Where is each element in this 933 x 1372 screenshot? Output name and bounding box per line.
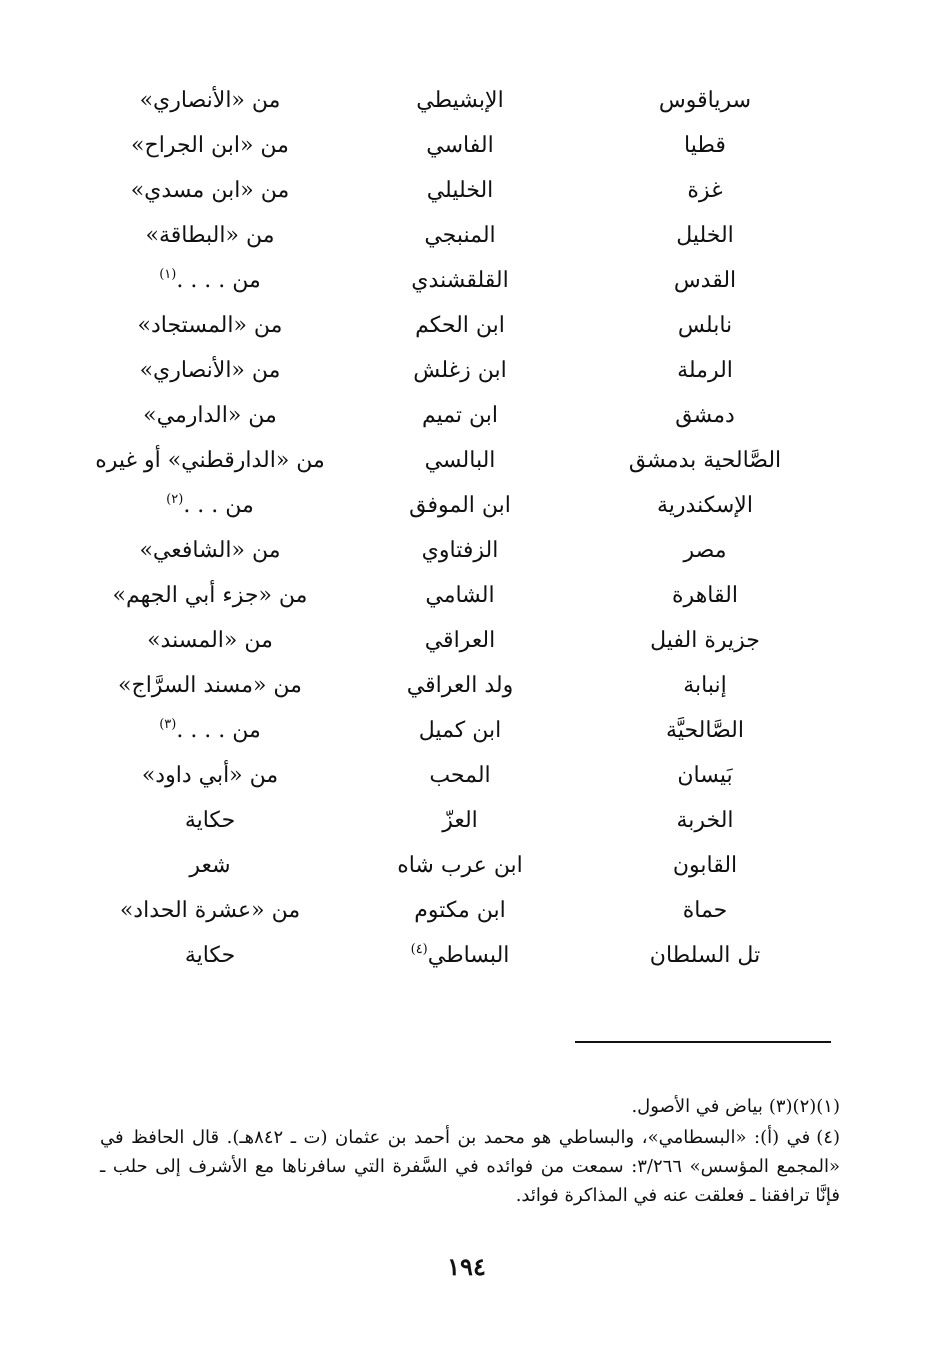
place-name: الإسكندرية bbox=[657, 493, 753, 518]
table-row bbox=[0, 753, 933, 798]
table-row bbox=[0, 618, 933, 663]
source-text: من «الأنصاري» bbox=[139, 358, 281, 383]
person-name: ابن كميل bbox=[418, 718, 502, 743]
person-name: العزّ bbox=[442, 808, 478, 833]
source-text: من . . . .$^{(٣)}$ bbox=[159, 717, 261, 743]
source-text: من «ابن الجراح» bbox=[131, 133, 289, 158]
itinerary-table bbox=[0, 78, 933, 978]
source-text: شعر bbox=[189, 853, 231, 878]
table-row bbox=[0, 933, 933, 978]
place-name: نابلس bbox=[677, 313, 733, 338]
source-text: من «مسند السرَّاج» bbox=[118, 673, 302, 698]
person-name: ابن عرب شاه bbox=[397, 853, 523, 878]
footnote-marker: (٤) bbox=[410, 942, 428, 957]
table-row bbox=[0, 123, 933, 168]
source-text: من «المستجاد» bbox=[137, 313, 283, 338]
place-name: الرملة bbox=[677, 358, 733, 383]
source-text: من «ابن مسدي» bbox=[130, 178, 290, 203]
table-row bbox=[0, 528, 933, 573]
footnote bbox=[100, 1123, 840, 1210]
place-name: الصَّالحية بدمشق bbox=[628, 448, 782, 473]
footnote-text: في (أ): «البسطامي»، والبساطي هو محمد بن أحمد بن عثمان (ت ـ ٨٤٢هـ). قال الحافظ في «المجمع المؤسس» ٣/٢٦٦: سمعت من فوائده في السَّفرة التي سافرناها مع الأشرف إلى حلب ـ فإنَّا ترافقنا ـ فعلقت عنه في المذاكرة فوائد. bbox=[100, 1127, 840, 1206]
person-name: البساطي$^{(٤)}$ bbox=[410, 942, 510, 968]
source-text: من «الأنصاري» bbox=[139, 88, 281, 113]
footnote-number: (٤) bbox=[816, 1127, 840, 1148]
person-name: الفاسي bbox=[426, 133, 494, 158]
source-text: من «البطاقة» bbox=[145, 223, 275, 248]
table-row bbox=[0, 843, 933, 888]
table-row bbox=[0, 213, 933, 258]
table-row bbox=[0, 303, 933, 348]
person-name: القلقشندي bbox=[411, 268, 509, 293]
place-name: الخليل bbox=[676, 223, 734, 248]
place-name: جزيرة الفيل bbox=[650, 628, 760, 653]
place-name: الخربة bbox=[676, 808, 734, 833]
table-row bbox=[0, 438, 933, 483]
person-name: ابن مكتوم bbox=[414, 898, 506, 923]
place-name: قطيا bbox=[684, 133, 726, 158]
table-row bbox=[0, 573, 933, 618]
table-row bbox=[0, 168, 933, 213]
footnote-number: (١)(٢)(٣) bbox=[768, 1096, 840, 1117]
source-text: من «أبي داود» bbox=[141, 763, 279, 788]
place-name: غزة bbox=[687, 178, 723, 203]
footnote-marker: (٣) bbox=[159, 717, 177, 732]
place-name: تل السلطان bbox=[649, 943, 761, 968]
source-text: من «المسند» bbox=[147, 628, 273, 653]
person-name: ابن الحكم bbox=[415, 313, 505, 338]
table-row bbox=[0, 78, 933, 123]
table-row bbox=[0, 258, 933, 303]
person-name: العراقي bbox=[424, 628, 496, 653]
source-text: من «الدارمي» bbox=[143, 403, 277, 428]
person-name: ولد العراقي bbox=[406, 673, 514, 698]
footnote-separator bbox=[575, 1041, 831, 1043]
source-text: من «الشافعي» bbox=[139, 538, 281, 563]
person-name: الزفتاوي bbox=[421, 538, 499, 563]
table-row bbox=[0, 798, 933, 843]
source-text: من . . . .$^{(١)}$ bbox=[159, 267, 261, 293]
place-name: إنبابة bbox=[683, 673, 727, 698]
person-name: ابن زغلش bbox=[413, 358, 507, 383]
source-text: من «الدارقطني» أو غيره bbox=[95, 448, 325, 473]
table-row bbox=[0, 888, 933, 933]
person-name: ابن الموفق bbox=[409, 493, 511, 518]
person-name: البالسي bbox=[424, 448, 496, 473]
person-name: المنبجي bbox=[424, 223, 496, 248]
source-text: من «جزء أبي الجهم» bbox=[112, 583, 308, 608]
person-name: ابن تميم bbox=[421, 403, 499, 428]
source-text: من «عشرة الحداد» bbox=[119, 898, 301, 923]
place-name: حماة bbox=[682, 898, 728, 923]
person-name: الإبشيطي bbox=[416, 88, 504, 113]
place-name: سرياقوس bbox=[658, 88, 752, 113]
person-name: الشامي bbox=[425, 583, 495, 608]
person-name: الخليلي bbox=[426, 178, 494, 203]
footnote-marker: (٢) bbox=[166, 492, 184, 507]
place-name: القدس bbox=[673, 268, 737, 293]
place-name: الصَّالحيَّة bbox=[666, 718, 744, 743]
place-name: القاهرة bbox=[672, 583, 738, 608]
person-name: المحب bbox=[429, 763, 491, 788]
place-name: مصر bbox=[683, 538, 727, 563]
footnotes bbox=[100, 1092, 840, 1212]
place-name: القابون bbox=[672, 853, 738, 878]
source-text: حكاية bbox=[184, 808, 236, 833]
table-row bbox=[0, 663, 933, 708]
table-row bbox=[0, 483, 933, 528]
footnote-text: بياض في الأصول. bbox=[631, 1096, 763, 1117]
table-row bbox=[0, 708, 933, 753]
footnote bbox=[100, 1092, 840, 1121]
source-text: حكاية bbox=[184, 943, 236, 968]
place-name: دمشق bbox=[675, 403, 735, 428]
table-row bbox=[0, 393, 933, 438]
footnote-marker: (١) bbox=[159, 267, 177, 282]
table-row bbox=[0, 348, 933, 393]
source-text: من . . .$^{(٢)}$ bbox=[166, 492, 254, 518]
page-number: ١٩٤ bbox=[447, 1252, 486, 1281]
place-name: بَيسان bbox=[677, 763, 733, 788]
